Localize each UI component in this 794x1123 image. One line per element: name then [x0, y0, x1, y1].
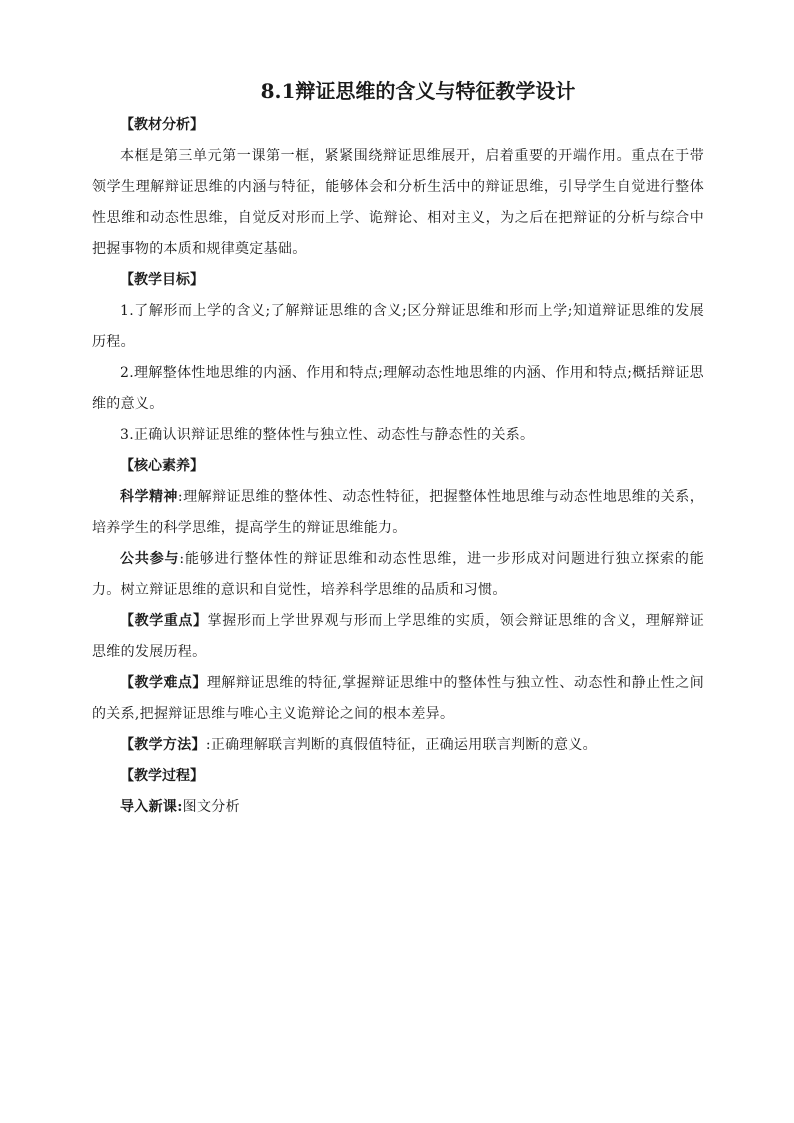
intro-paragraph [92, 792, 704, 823]
document-content [92, 76, 704, 823]
public-participation-text: :能够进行整体性的辩证思维和动态性思维，进一步形成对问题进行独立探索的能力。树立辩证思维的意识和自觉性，培养科学思维的品质和习惯。 [92, 551, 705, 598]
core-literacy-science [92, 482, 704, 544]
teaching-goals-heading: 【教学目标】 [120, 272, 204, 288]
intro-text: 图文分析 [182, 799, 240, 815]
methods-paragraph [92, 730, 704, 761]
methods-text: :正确理解联言判断的真假值特征，正确运用联言判断的意义。 [205, 737, 597, 753]
material-analysis-body: 本框是第三单元第一课第一框，紧紧围绕辩证思维展开，启着重要的开端作用。重点在于带领学生理解辩证思维的内涵与特征，能够体会和分析生活中的辩证思维，引导学生自觉进行整体性思维和动态性思维，自觉反对形而上学、诡辩论、相对主义，为之后在把辩证的分析与综合中把握事物的本质和规律奠定基础。 [92, 148, 704, 257]
difficult-points-label: 【教学难点】 [120, 675, 207, 691]
teaching-goal-1: 1.了解形而上学的含义;了解辩证思维的含义;区分辩证思维和形而上学;知道辩证思维的发展历程。 [92, 303, 704, 350]
science-spirit-label: 科学精神 [120, 489, 178, 505]
key-points-paragraph [92, 606, 704, 668]
document-title: 8.1辩证思维的含义与特征教学设计 [260, 79, 576, 103]
methods-label: 【教学方法】 [120, 737, 206, 753]
key-points-label: 【教学重点】 [120, 613, 208, 629]
material-analysis-heading: 【教材分析】 [120, 117, 204, 133]
teaching-goal-2: 2.理解整体性地思维的内涵、作用和特点;理解动态性地思维的内涵、作用和特点;概括辩证思维的意义。 [92, 365, 704, 412]
key-points-text: 掌握形而上学世界观与形而上学思维的实质，领会辩证思维的含义，理解辩证思维的发展历程。 [92, 613, 704, 660]
science-spirit-text: :理解辩证思维的整体性、动态性特征，把握整体性地思维与动态性地思维的关系，培养学生的科学思维，提高学生的辩证思维能力。 [92, 489, 704, 536]
intro-label: 导入新课: [120, 799, 183, 815]
core-literacy-heading: 【核心素养】 [120, 458, 204, 474]
public-participation-label: 公共参与 [120, 551, 180, 567]
teaching-goal-3: 3.正确认识辩证思维的整体性与独立性、动态性与静态性的关系。 [120, 427, 535, 443]
process-heading: 【教学过程】 [120, 768, 204, 784]
difficult-points-paragraph [92, 668, 704, 730]
difficult-points-text: 理解辩证思维的特征,掌握辩证思维中的整体性与独立性、动态性和静止性之间的关系,把握辩证思维与唯心主义诡辩论之间的根本差异。 [92, 675, 704, 722]
core-literacy-public [92, 544, 704, 606]
